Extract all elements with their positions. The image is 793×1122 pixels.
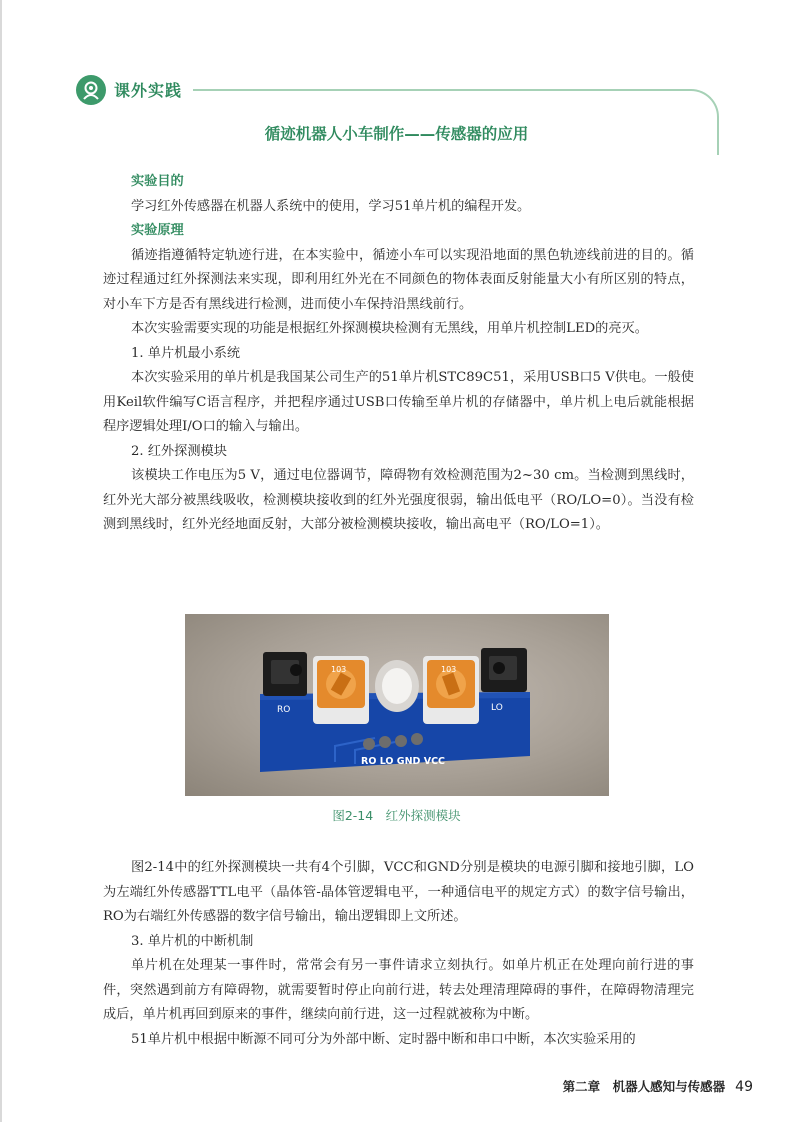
heading-purpose: 实验目的: [131, 174, 184, 189]
right-pot-code: 103: [331, 665, 347, 674]
header-divider: [193, 89, 689, 91]
chapter-title: 第二章 机器人感知与传感器: [562, 1079, 726, 1094]
pin-ro: [363, 738, 375, 750]
pin-vcc: [411, 733, 423, 745]
pin-lo: [379, 736, 391, 748]
figure-caption: 图2-14 红外探测模块: [332, 808, 461, 823]
body-upper: [103, 170, 694, 538]
paragraph-interrupt-2: 51单片机中根据中断源不同可分为外部中断、定时器中断和串口中断，本次实验采用的: [131, 1031, 636, 1047]
label-ro: RO: [277, 705, 291, 715]
person-icon: [80, 79, 102, 101]
body-lower: [103, 856, 694, 1052]
section-label: 课外实践: [114, 81, 183, 100]
subheading-interrupt: 3. 单片机的中断机制: [131, 933, 254, 949]
page-title: 循迹机器人小车制作——传感器的应用: [264, 125, 529, 143]
heading-principle: 实验原理: [131, 223, 184, 238]
paragraph-purpose: 学习红外传感器在机器人系统中的使用，学习51单片机的编程开发。: [131, 198, 531, 214]
ir-module-illustration: [185, 614, 609, 796]
paragraph-interrupt-1: 单片机在处理某一事件时，常常会有另一事件请求立刻执行。如单片机正在处理向前行进的事件，突然遇到前方有障碍物，就需要暂时停止向前行进，转去处理清理障碍的事件，在障碍物清理完成后，单片机再回到原来的事件，继续向前行进，这一过程就被称为中断。: [103, 958, 694, 1022]
left-pot-code: 103: [441, 665, 457, 674]
pin-labels: RO LO GND VCC: [361, 756, 446, 767]
paragraph-ir-module: 该模块工作电压为5 V，通过电位器调节，障碍物有效检测范围为2~30 cm。当检测到黑线时，红外光大部分被黑线吸收，检测模块接收到的红外光强度很弱，输出低电平（RO/LO=0）。当没有检测到黑线时，红外光经地面反射，大部分被检测模块接收，输出高电平（RO/LO=1）。: [103, 468, 694, 532]
pin-gnd: [395, 735, 407, 747]
subheading-mcu-system: 1. 单片机最小系统: [131, 345, 241, 361]
label-lo: LO: [491, 703, 503, 713]
paragraph-pins: 图2-14中的红外探测模块一共有4个引脚，VCC和GND分别是模块的电源引脚和接地引脚，LO为左端红外传感器TTL电平（晶体管-晶体管逻辑电平，一种通信电平的规定方式）的数字信号输出，RO为右端红外传感器的数字信号输出，输出逻辑即上文所述。: [103, 860, 694, 924]
ir-module-photo: [185, 614, 609, 796]
page-edge-rule: [0, 0, 2, 1122]
paragraph-mcu-system: 本次实验采用的单片机是我国某公司生产的51单片机STC89C51，采用USB口5 V供电。一般使用Keil软件编写C语言程序，并把程序通过USB口传输至单片机的存储器中，单片机上电后就能根据程序逻辑处理I/O口的输入与输出。: [103, 370, 694, 434]
page-footer: [563, 1077, 753, 1095]
paragraph-principle-1: 循迹指遵循特定轨迹行进，在本实验中，循迹小车可以实现沿地面的黑色轨迹线前进的目的。循迹过程通过红外探测法来实现，即利用红外光在不同颜色的物体表面反射能量大小有所区别的特点，对小车下方是否有黑线进行检测，进而使小车保持沿黑线前行。: [103, 247, 694, 312]
section-badge-icon: [76, 75, 106, 105]
subheading-ir-module: 2. 红外探测模块: [131, 443, 227, 459]
page-number: 49: [735, 1079, 753, 1095]
paragraph-principle-2: 本次实验需要实现的功能是根据红外探测模块检测有无黑线，用单片机控制LED的亮灭。: [131, 321, 648, 336]
